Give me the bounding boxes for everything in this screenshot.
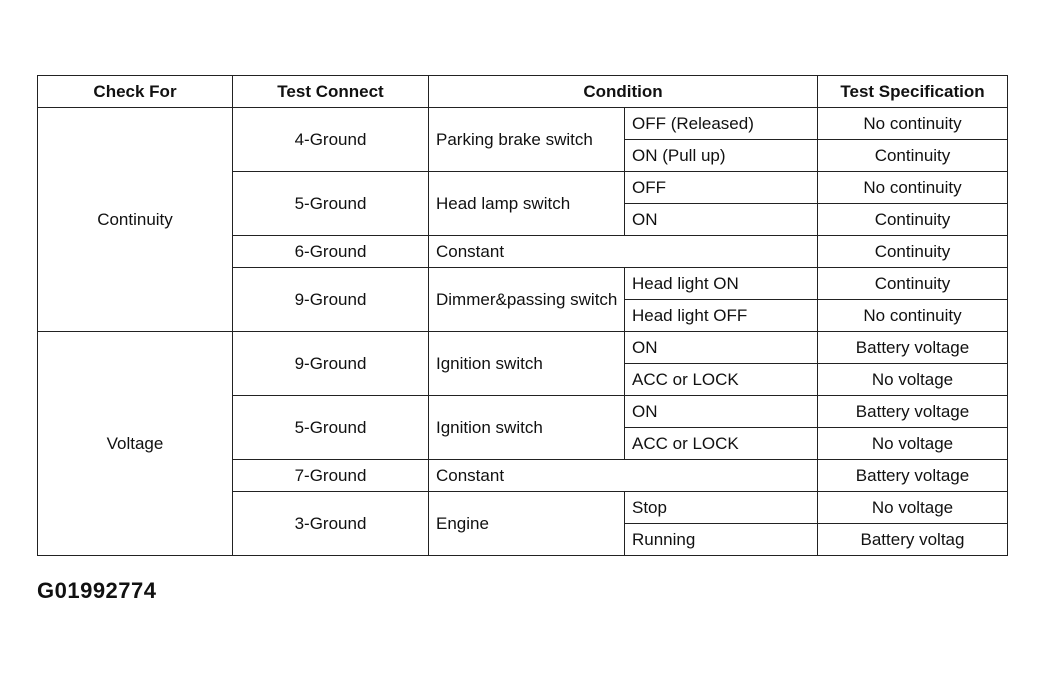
spec-cell: No voltage [818, 364, 1008, 396]
header-test-connect: Test Connect [233, 76, 429, 108]
condition-state-cell: Running [625, 524, 818, 556]
condition-item-cell: Constant [429, 460, 818, 492]
test-connect-cell: 5-Ground [233, 396, 429, 460]
condition-item-cell: Ignition switch [429, 332, 625, 396]
condition-item-cell: Head lamp switch [429, 172, 625, 236]
condition-state-cell: OFF (Released) [625, 108, 818, 140]
header-check-for: Check For [38, 76, 233, 108]
header-condition: Condition [429, 76, 818, 108]
test-connect-cell: 5-Ground [233, 172, 429, 236]
figure-id: G01992774 [37, 578, 157, 603]
spec-cell: Battery voltage [818, 332, 1008, 364]
spec-cell: No voltage [818, 428, 1008, 460]
spec-cell: Battery voltage [818, 396, 1008, 428]
condition-state-cell: ACC or LOCK [625, 364, 818, 396]
check-type-continuity: Continuity [38, 108, 233, 332]
test-connect-cell: 9-Ground [233, 268, 429, 332]
spec-cell: Continuity [818, 268, 1008, 300]
condition-state-cell: Head light ON [625, 268, 818, 300]
spec-cell: Continuity [818, 140, 1008, 172]
test-connect-cell: 4-Ground [233, 108, 429, 172]
spec-cell: Continuity [818, 204, 1008, 236]
condition-item-cell: Dimmer&passing switch [429, 268, 625, 332]
table-row [38, 108, 1008, 140]
spec-cell: Continuity [818, 236, 1008, 268]
test-spec-table [37, 75, 1008, 556]
spec-cell: No voltage [818, 492, 1008, 524]
header-row [38, 76, 1008, 108]
condition-state-cell: OFF [625, 172, 818, 204]
condition-state-cell: ON [625, 332, 818, 364]
spec-cell: No continuity [818, 172, 1008, 204]
spec-cell: No continuity [818, 108, 1008, 140]
header-test-spec: Test Specification [818, 76, 1008, 108]
spec-cell: Battery voltage [818, 460, 1008, 492]
table-row [38, 332, 1008, 364]
condition-item-cell: Constant [429, 236, 818, 268]
condition-item-cell: Engine [429, 492, 625, 556]
condition-state-cell: ON (Pull up) [625, 140, 818, 172]
condition-state-cell: ON [625, 396, 818, 428]
condition-item-cell: Ignition switch [429, 396, 625, 460]
test-connect-cell: 3-Ground [233, 492, 429, 556]
condition-state-cell: ON [625, 204, 818, 236]
condition-state-cell: Head light OFF [625, 300, 818, 332]
test-connect-cell: 6-Ground [233, 236, 429, 268]
condition-item-cell: Parking brake switch [429, 108, 625, 172]
spec-cell: Battery voltag [818, 524, 1008, 556]
test-connect-cell: 9-Ground [233, 332, 429, 396]
spec-cell: No continuity [818, 300, 1008, 332]
test-connect-cell: 7-Ground [233, 460, 429, 492]
condition-state-cell: Stop [625, 492, 818, 524]
condition-state-cell: ACC or LOCK [625, 428, 818, 460]
check-type-voltage: Voltage [38, 332, 233, 556]
